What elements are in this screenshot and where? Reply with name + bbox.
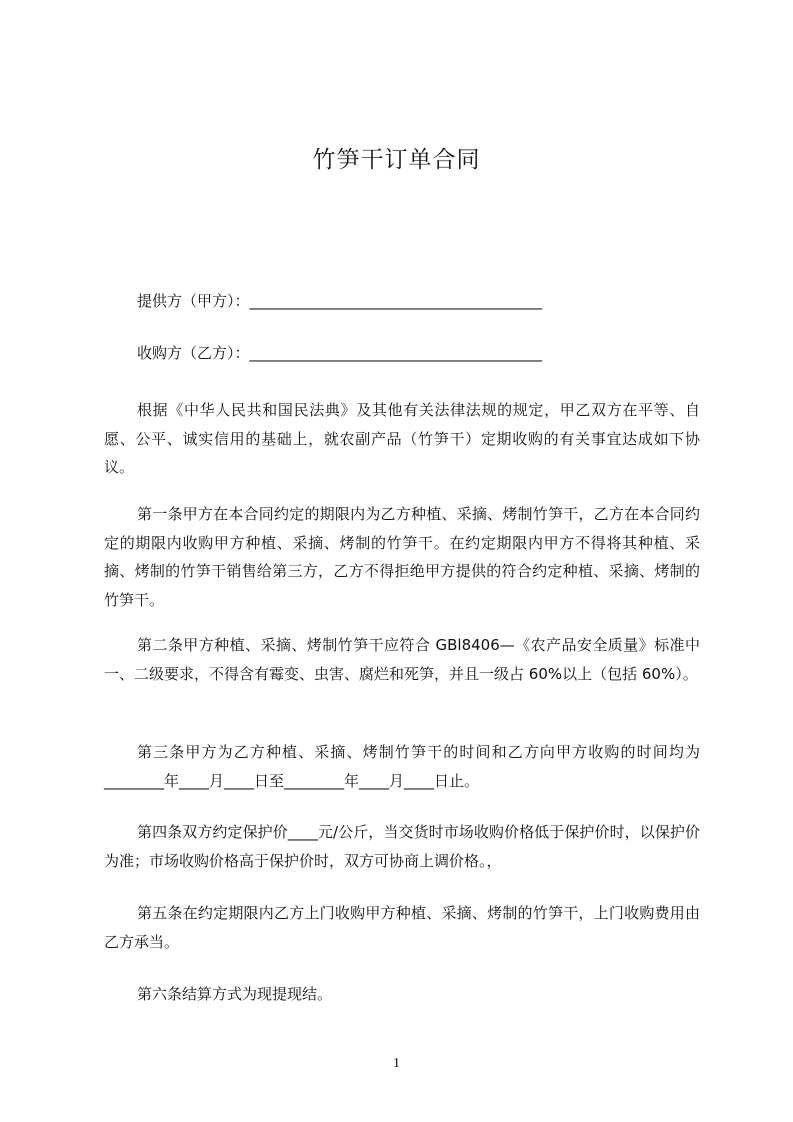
article-4-paragraph: 第四条双方约定保护价____元/公斤，当交货时市场收购价格低于保护价时，以保护价为准；市场收购价格高于保护价时，双方可协商上调价格。， bbox=[104, 823, 700, 870]
article-6-paragraph: 第六条结算方式为现提现结。 bbox=[137, 985, 333, 1003]
article-3-paragraph: 第三条甲方为乙方种植、采摘、烤制竹笋干的时间和乙方向甲方收购的时间均为________年____月____日至________年____月____日止。 bbox=[104, 743, 700, 790]
party-b-line: 收购方（乙方）：_______________________________________ bbox=[137, 344, 543, 362]
document-title: 竹笋干订单合同 bbox=[312, 147, 481, 173]
page-number: 1 bbox=[393, 1056, 400, 1071]
article-5-paragraph: 第五条在约定期限内乙方上门收购甲方种植、采摘、烤制的竹笋干，上门收购费用由乙方承当。 bbox=[104, 904, 700, 951]
party-a-line: 提供方（甲方）：_______________________________________ bbox=[137, 292, 543, 310]
article-1-paragraph: 第一条甲方在本合同约定的期限内为乙方种植、采摘、烤制竹笋干，乙方在本合同约定的期限内收购甲方种植、采摘、烤制的竹笋干。在约定期限内甲方不得将其种植、采摘、烤制的竹笋干销售给第三方，乙方不得拒绝甲方提供的符合约定种植、采摘、烤制的竹笋干。 bbox=[104, 505, 700, 609]
intro-paragraph: 根据《中华人民共和国民法典》及其他有关法律法规的规定，甲乙双方在平等、自愿、公平、诚实信用的基础上，就农副产品（竹笋干）定期收购的有关事宜达成如下协议。 bbox=[104, 401, 700, 476]
article-2-paragraph: 第二条甲方种植、采摘、烤制竹笋干应符合 GBl8406—《农产品安全质量》标准中一、二级要求，不得含有霉变、虫害、腐烂和死笋，并且一级占 60%以上（包括 60%）。 bbox=[104, 636, 700, 683]
